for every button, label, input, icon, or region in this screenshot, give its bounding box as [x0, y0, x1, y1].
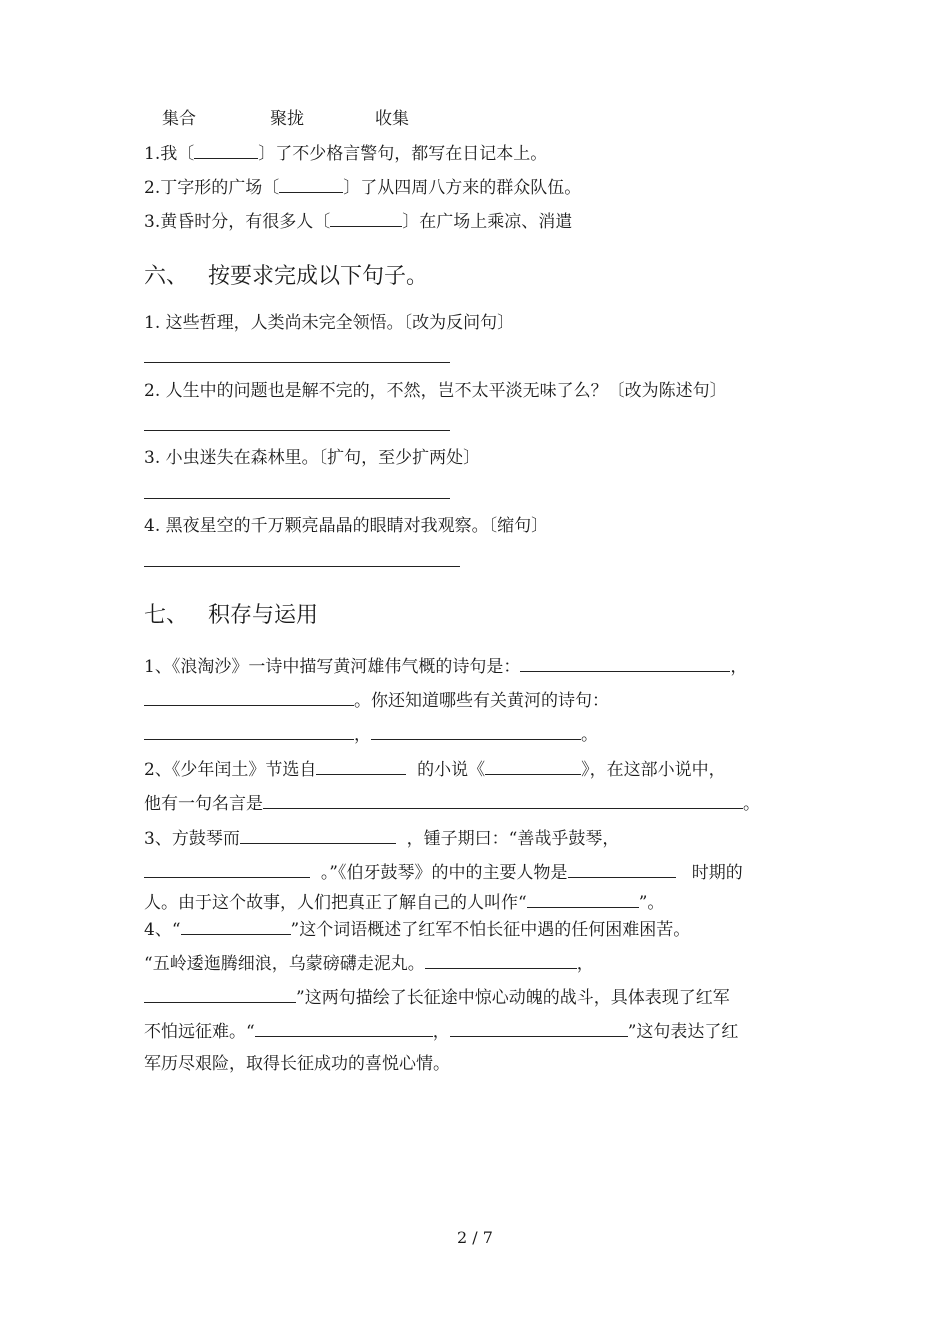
fill-sentence-3: 3.黄昏时分，有很多人〔 〕在广场上乘凉、消遣: [144, 208, 572, 234]
word-option-2: 聚拢: [270, 109, 304, 129]
q2-blank-quote[interactable]: [263, 790, 743, 809]
q4-line-4: 不怕远征难。“ ， ”这句表达了红: [144, 1018, 738, 1044]
q4-blank-2[interactable]: [425, 950, 577, 969]
q2-line-1: 2、《少年闰土》节选自 的小说《 》，在这部小说中，: [144, 756, 726, 782]
q3-blank-4[interactable]: [527, 889, 639, 908]
q1-blank-4[interactable]: [371, 721, 581, 740]
word-option-3: 收集: [375, 109, 409, 129]
q2-blank-author[interactable]: [316, 756, 406, 775]
q4-blank-3[interactable]: [144, 984, 296, 1003]
q2-blank-novel[interactable]: [485, 756, 581, 775]
q4-blank-1[interactable]: [181, 916, 291, 935]
fill-sentence-1: 1.我〔 〕了不少格言警句，都写在日记本上。: [144, 140, 547, 166]
q4-line-3: ”这两句描绘了长征途中惊心动魄的战斗，具体表现了红军: [144, 984, 730, 1010]
fill-blank-1[interactable]: [194, 140, 258, 159]
section-6-heading: 六、 按要求完成以下句子。: [144, 264, 429, 289]
q4-line-2: “五岭逶迤腾细浪，乌蒙磅礴走泥丸。 ，: [144, 950, 594, 976]
answer-line-6-3[interactable]: [144, 498, 450, 499]
q1-line-1: 1、《浪淘沙》一诗中描写黄河雄伟气概的诗句是： ，: [144, 653, 747, 679]
fill-sentence-2: 2.丁字形的广场〔 〕了从四周八方来的群众队伍。: [144, 174, 581, 200]
q4-blank-4[interactable]: [255, 1018, 433, 1037]
page-number: 2 / 7: [457, 1228, 493, 1247]
q3-line-2: 。”《伯牙鼓琴》的中的主要人物是 时期的: [144, 859, 743, 885]
q1-line-3: ， 。: [144, 721, 598, 747]
q1-blank-2[interactable]: [144, 687, 354, 706]
word-option-1: 集合: [162, 109, 196, 129]
q3-blank-1[interactable]: [240, 825, 396, 844]
answer-line-6-2[interactable]: [144, 430, 450, 431]
q1-blank-3[interactable]: [144, 721, 354, 740]
section-6-item-1: 1. 这些哲理，人类尚未完全领悟。〔改为反问句〕: [144, 313, 515, 333]
q2-line-2: 他有一句名言是 。: [144, 790, 760, 816]
section-6-item-3: 3. 小虫迷失在森林里。〔扩句，至少扩两处〕: [144, 448, 481, 468]
fill-blank-3[interactable]: [330, 208, 402, 227]
section-7-heading: 七、 积存与运用: [144, 603, 319, 628]
q1-blank-1[interactable]: [520, 653, 730, 672]
answer-line-6-1[interactable]: [144, 362, 450, 363]
answer-line-6-4[interactable]: [144, 566, 460, 567]
q3-blank-2[interactable]: [144, 859, 310, 878]
section-6-item-4: 4. 黑夜星空的千万颗亮晶晶的眼睛对我观察。〔缩句〕: [144, 516, 549, 536]
fill-blank-2[interactable]: [279, 174, 343, 193]
q4-line-5: 军历尽艰险，取得长征成功的喜悦心情。: [144, 1054, 450, 1074]
q3-blank-3[interactable]: [568, 859, 676, 878]
q3-line-1: 3、方鼓琴而 ，锺子期曰：“善哉乎鼓琴，: [144, 825, 619, 851]
q4-blank-5[interactable]: [450, 1018, 628, 1037]
section-6-item-2: 2. 人生中的问题也是解不完的，不然，岂不太平淡无味了么？〔改为陈述句〕: [144, 381, 727, 401]
q3-line-3: 人。由于这个故事，人们把真正了解自己的人叫作“ ”。: [144, 889, 664, 915]
q4-line-1: 4、“ ”这个词语概述了红军不怕长征中遇的任何困难困苦。: [144, 916, 690, 942]
q1-line-2: 。你还知道哪些有关黄河的诗句：: [144, 687, 609, 713]
